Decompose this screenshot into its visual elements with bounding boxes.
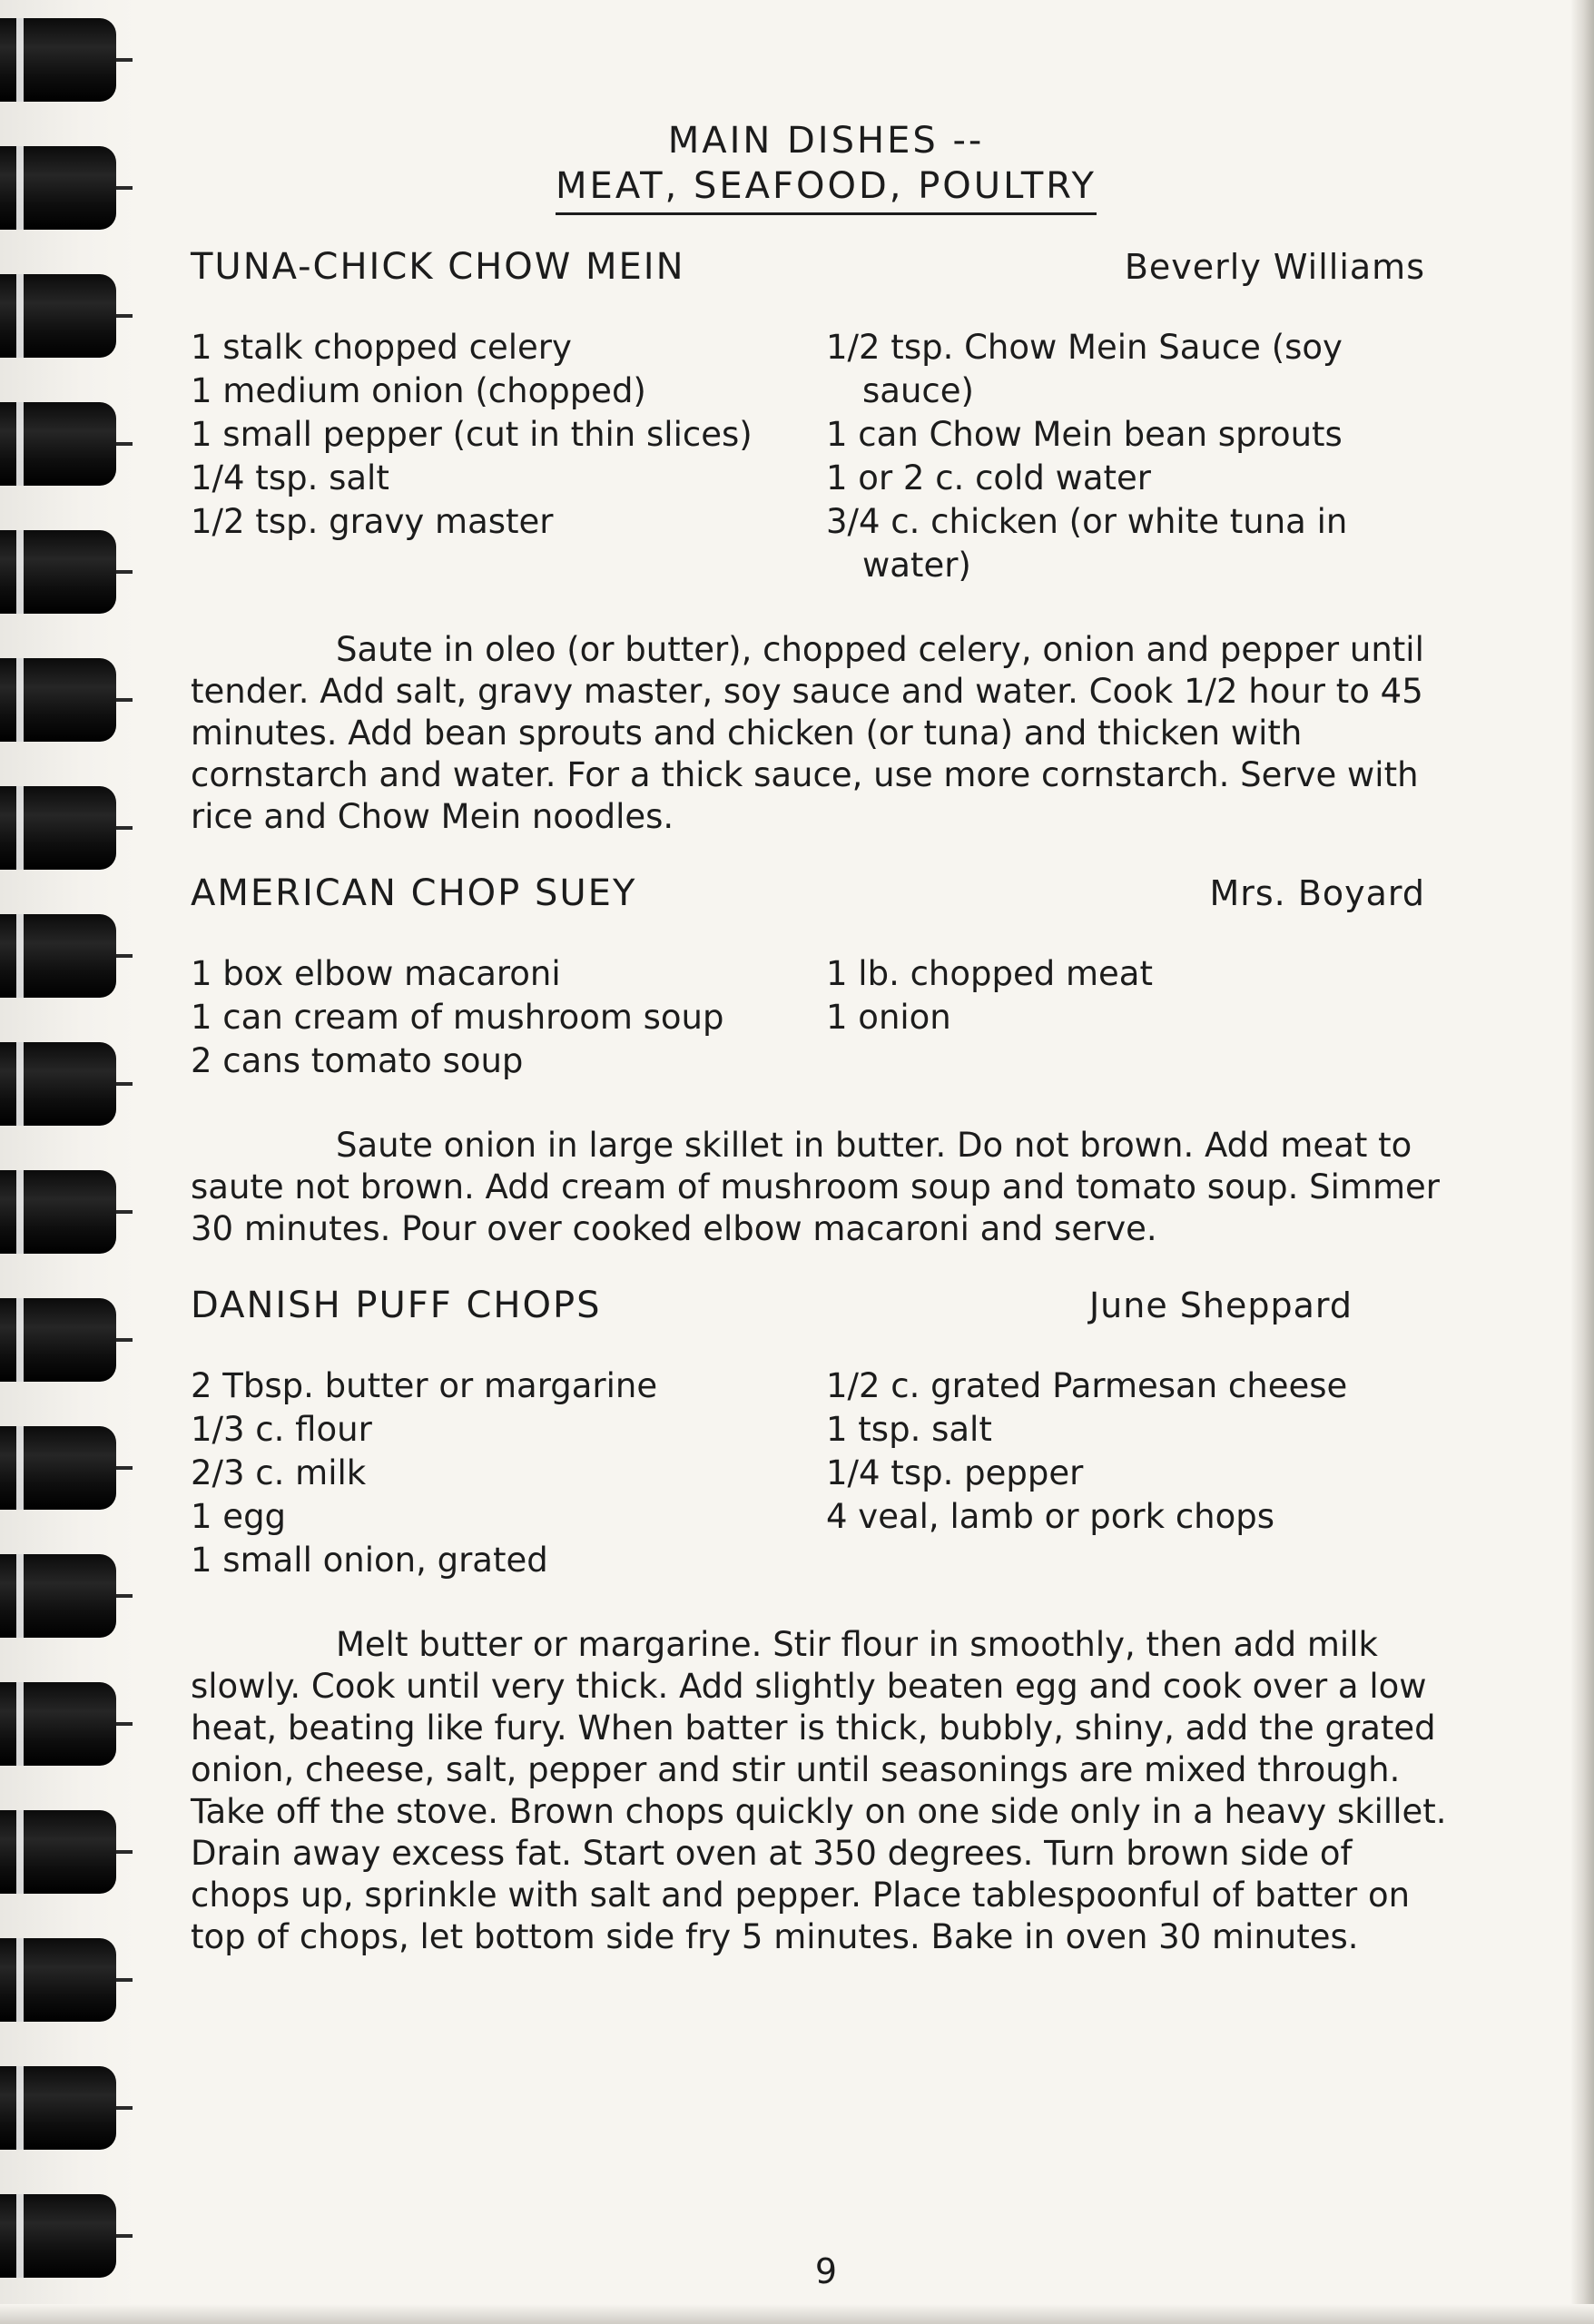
- binding-ring: [0, 1810, 116, 1894]
- ingredients-right-column: [826, 1364, 1461, 1582]
- binding-ring: [0, 914, 116, 998]
- ingredients-right-column: [826, 326, 1461, 587]
- binding-hole: [116, 2234, 133, 2238]
- binding-hole: [116, 698, 133, 702]
- section-heading-line1: MAIN DISHES --: [667, 120, 985, 162]
- binding-hole: [116, 570, 133, 574]
- recipe-directions: Saute in oleo (or butter), chopped celery, onion and pepper until tender. Add salt, gravy master, soy sauce and water. Cook 1/2 hour to 45 minutes. Add bean sprouts and chicken (or tuna) and thicken with cornstarch and water. For a thick sauce, use more cornstarch. Serve with rice and Chow Mein noodles.: [191, 630, 1424, 836]
- recipe-title: DANISH PUFF CHOPS: [191, 1285, 602, 1326]
- recipe-danish-puff-chops: [191, 1285, 1461, 1958]
- binding-hole: [116, 826, 133, 830]
- section-heading-line2: MEAT, SEAFOOD, POULTRY: [556, 163, 1097, 215]
- binding-hole: [116, 1082, 133, 1086]
- page-number: 9: [814, 2251, 838, 2291]
- recipe-directions: Saute onion in large skillet in butter. Do not brown. Add meat to saute not brown. Add cream of mushroom soup and tomato soup. Simmer 30 minutes. Pour over cooked elbow macaroni and serve.: [191, 1126, 1440, 1248]
- ingredients: [191, 326, 1461, 587]
- binding-hole: [116, 1466, 133, 1470]
- spiral-binding: [0, 0, 136, 2324]
- recipe-tuna-chick-chow-mein: [191, 246, 1461, 838]
- ingredient-item: 1/4 tsp. salt: [191, 458, 389, 497]
- binding-hole: [116, 1594, 133, 1598]
- binding-ring: [0, 2066, 116, 2150]
- binding-hole: [116, 1722, 133, 1726]
- ingredient-item: 1/3 c. flour: [191, 1410, 372, 1449]
- binding-hole: [116, 314, 133, 318]
- recipe-header: [191, 872, 1461, 914]
- ingredient-item: 1 stalk chopped celery: [191, 328, 572, 367]
- ingredient-item: 1 egg: [191, 1497, 287, 1536]
- binding-ring: [0, 146, 116, 230]
- ingredients-left-column: [191, 326, 826, 587]
- binding-ring: [0, 658, 116, 742]
- binding-ring: [0, 1170, 116, 1254]
- binding-ring: [0, 1938, 116, 2022]
- ingredient-item: 1 or 2 c. cold water: [826, 458, 1152, 497]
- ingredient-item: 1/4 tsp. pepper: [826, 1453, 1084, 1492]
- ingredient-item: 1 medium onion (chopped): [191, 371, 646, 410]
- recipe-header: [191, 1285, 1461, 1326]
- binding-hole: [116, 954, 133, 958]
- binding-ring: [0, 402, 116, 486]
- binding-ring: [0, 1554, 116, 1638]
- binding-ring: [0, 530, 116, 614]
- binding-hole: [116, 186, 133, 190]
- ingredient-item: 1/2 tsp. Chow Mein Sauce (soy sauce): [826, 328, 1343, 410]
- binding-hole: [116, 1210, 133, 1214]
- ingredient-item: 2 Tbsp. butter or margarine: [191, 1366, 658, 1405]
- binding-ring: [0, 786, 116, 870]
- ingredient-item: 1 can Chow Mein bean sprouts: [826, 415, 1343, 454]
- recipe-author: Beverly Williams: [1124, 247, 1425, 287]
- binding-hole: [116, 1850, 133, 1854]
- ingredients: [191, 952, 1461, 1083]
- ingredient-item: 1 box elbow macaroni: [191, 954, 561, 993]
- ingredients-left-column: [191, 1364, 826, 1582]
- recipe-author: June Sheppard: [1088, 1285, 1353, 1325]
- ingredient-item: 1/2 tsp. gravy master: [191, 502, 554, 541]
- ingredient-item: 1 small pepper (cut in thin slices): [191, 415, 753, 454]
- binding-ring: [0, 2194, 116, 2278]
- ingredient-item: 1 onion: [826, 998, 951, 1037]
- recipe-author: Mrs. Boyard: [1209, 873, 1425, 913]
- recipe-title: AMERICAN CHOP SUEY: [191, 872, 637, 914]
- ingredient-item: 1 small onion, grated: [191, 1541, 548, 1580]
- binding-ring: [0, 1042, 116, 1126]
- binding-hole: [116, 1978, 133, 1982]
- binding-ring: [0, 1426, 116, 1510]
- recipe-directions: Melt butter or margarine. Stir flour in smoothly, then add milk slowly. Cook until very thick. Add slightly beaten egg and cook over a low heat, beating like fury. When batter is thick, bubbly, shiny, add the grated onion, cheese, salt, pepper and stir until seasonings are mixed through. Take off the stove. Brown chops quickly on one side only in a heavy skillet. Drain away excess fat. Start oven at 350 degrees. Turn brown side of chops up, sprinkle with salt and pepper. Place tablespoonful of batter on top of chops, let bottom side fry 5 minutes. Bake in oven 30 minutes.: [191, 1625, 1447, 1956]
- ingredient-item: 1 tsp. salt: [826, 1410, 992, 1449]
- ingredient-item: 2/3 c. milk: [191, 1453, 367, 1492]
- ingredient-item: 3/4 c. chicken (or white tuna in water): [826, 502, 1348, 585]
- cookbook-page: [191, 118, 1461, 2291]
- ingredient-item: 2 cans tomato soup: [191, 1041, 524, 1080]
- binding-ring: [0, 274, 116, 358]
- ingredient-item: 4 veal, lamb or pork chops: [826, 1497, 1275, 1536]
- ingredient-item: 1 can cream of mushroom soup: [191, 998, 724, 1037]
- ingredients-right-column: [826, 952, 1461, 1083]
- binding-hole: [116, 2106, 133, 2110]
- binding-hole: [116, 442, 133, 446]
- binding-hole: [116, 58, 133, 62]
- binding-ring: [0, 18, 116, 102]
- section-heading: [191, 118, 1461, 215]
- ingredient-item: 1 lb. chopped meat: [826, 954, 1153, 993]
- recipe-american-chop-suey: [191, 872, 1461, 1250]
- ingredients: [191, 1364, 1461, 1582]
- ingredient-item: 1/2 c. grated Parmesan cheese: [826, 1366, 1348, 1405]
- recipe-title: TUNA-CHICK CHOW MEIN: [191, 246, 685, 288]
- page-edge-bottom: [0, 2304, 1594, 2324]
- recipe-header: [191, 246, 1461, 288]
- binding-ring: [0, 1682, 116, 1766]
- page-edge-right: [1570, 0, 1594, 2324]
- binding-ring: [0, 1298, 116, 1382]
- binding-hole: [116, 1338, 133, 1342]
- ingredients-left-column: [191, 952, 826, 1083]
